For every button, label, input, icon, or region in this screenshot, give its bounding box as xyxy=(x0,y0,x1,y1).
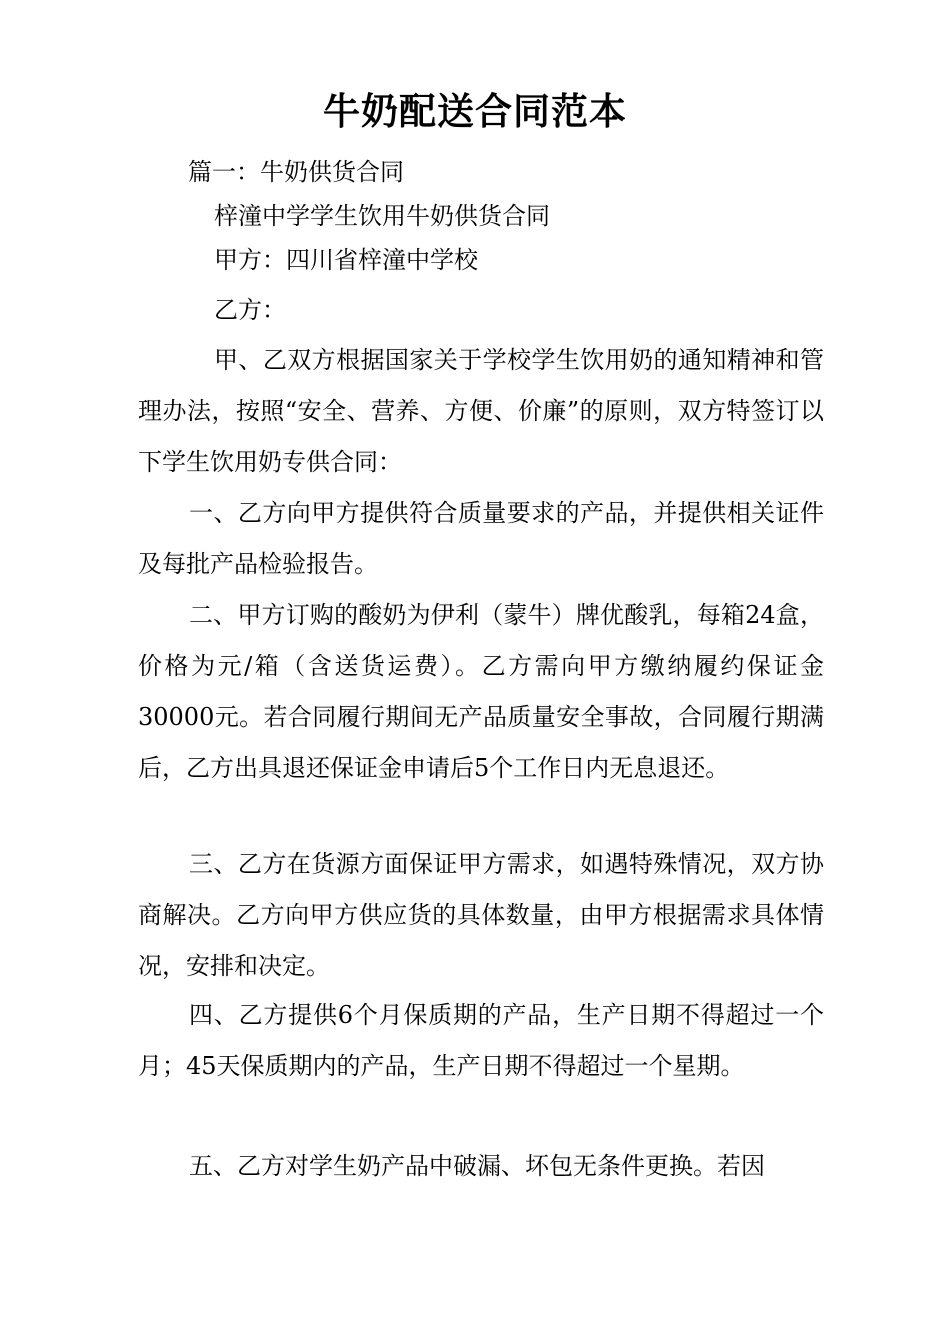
paragraph-clause-5: 五、乙方对学生奶产品中破漏、坏包无条件更换。若因 xyxy=(189,1152,765,1180)
section-heading: 篇一：牛奶供货合同 xyxy=(188,158,404,186)
paragraph-preamble: 甲、乙双方根据国家关于学校学生饮用奶的通知精神和管理办法，按照“安全、营养、方便、价廉”的原则，双方特签订以下学生饮用奶专供合同： xyxy=(138,346,824,476)
party-a: 甲方：四川省梓潼中学校 xyxy=(214,246,478,274)
paragraph-clause-3: 三、乙方在货源方面保证甲方需求，如遇特殊情况，双方协商解决。乙方向甲方供应货的具体数量，由甲方根据需求具体情况，安排和决定。 xyxy=(138,850,824,980)
party-b: 乙方： xyxy=(214,296,286,324)
paragraph-clause-4: 四、乙方提供6个月保质期的产品，生产日期不得超过一个月；45天保质期内的产品，生产日期不得超过一个星期。 xyxy=(138,1001,824,1080)
document-title: 牛奶配送合同范本 xyxy=(323,90,627,133)
paragraph-clause-1: 一、乙方向甲方提供符合质量要求的产品，并提供相关证件及每批产品检验报告。 xyxy=(138,499,824,578)
paragraph-clause-2: 二、甲方订购的酸奶为伊利（蒙牛）牌优酸乳，每箱24盒，价格为元/箱（含送货运费）。乙方需向甲方缴纳履约保证金30000元。若合同履行期间无产品质量安全事故，合同履行期满后，乙方出具退还保证金申请后5个工作日内无息退还。 xyxy=(138,601,824,782)
contract-name: 梓潼中学学生饮用牛奶供货合同 xyxy=(214,202,550,230)
